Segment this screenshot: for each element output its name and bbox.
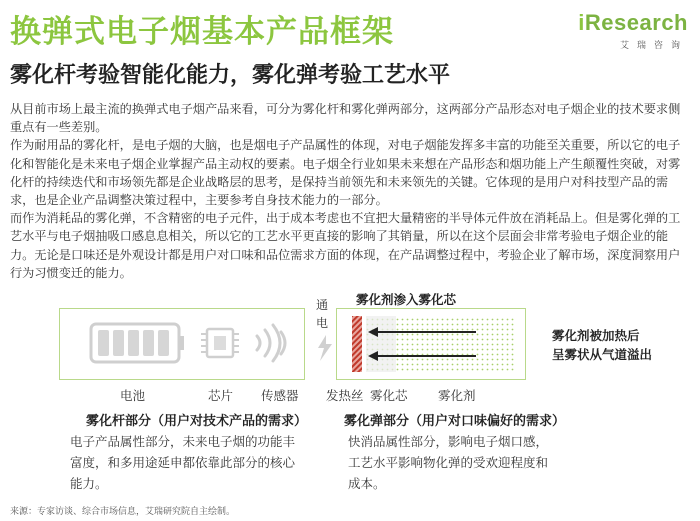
page-title: 换弹式电子烟基本产品框架	[10, 14, 394, 50]
page-subtitle: 雾化杆考验智能化能力，雾化弹考验工艺水平	[10, 63, 451, 88]
sensor-icon	[257, 325, 285, 361]
liquid-label: 雾化剂	[438, 388, 476, 403]
lightning-icon	[314, 334, 336, 362]
vapor-label-1: 雾化剂被加热后	[552, 328, 640, 343]
heater-wire-icon	[352, 316, 362, 372]
cartridge-section-desc: 快消品属性部分，影响电子烟口感， 工艺水平影响物化弹的受欢迎程度和 成本。	[348, 434, 549, 491]
heater-label: 发热丝	[326, 388, 364, 403]
sensor-label: 传感器	[261, 388, 299, 403]
cartridge-diagram	[336, 308, 526, 380]
rod-section-title: 雾化杆部分（用户对技术产品的需求）	[86, 414, 308, 429]
paragraph-rod: 作为耐用品的雾化杆，是电子烟的大脑，也是烟电子产品属性的体现，对电子烟能发挥多丰富的功能至关重要，所以它的电子化和智能化是未来电子烟企业掌握产品主动权的要素。电子烟全行业如果未来想在产品形态和烟功能上产生颠覆性突破，对雾化杆的持续迭代和市场领先都是企业战略层的思考，是保持当前领先和未来领先的关键。它体现的是用户对科技型产品的需求，也是企业产品调整决策过程中，主要参考自身技术能力的一部分。	[10, 138, 681, 208]
chip-icon	[201, 329, 239, 357]
paragraph-cartridge: 而作为消耗品的雾化弹，不含精密的电子元件，出于成本考虑也不宜把大量精密的半导体元件放在消耗品上。但是雾化弹的工艺水平与电子烟抽吸口感息息相关，所以它的工艺水平更直接的影响了其销量，所以在这个层面会非常考验电子烟企业的能力。无论是口味还是外观设计都是用户对口味和品位需求方面的体现，在产品调整过程中，考验企业了解市场，深度洞察用户行为习惯变迁的能力。	[10, 211, 681, 280]
logo-subtext: 艾瑞咨询	[619, 41, 688, 51]
wick-core	[366, 316, 396, 372]
atomizer-rod-icons	[59, 308, 305, 380]
core-label: 雾化芯	[370, 388, 408, 403]
power-label: 通电	[316, 298, 329, 330]
source-note: 来源：专家访谈、综合市场信息，艾瑞研究院自主绘制。	[10, 507, 236, 517]
vapor-label-2: 呈雾状从气道溢出	[552, 347, 653, 362]
rod-section-desc: 电子产品属性部分，未来电子烟的功能丰 富度，和多用途延申都依靠此部分的核心 能力。	[70, 434, 296, 491]
battery-icon	[91, 324, 184, 362]
iresearch-logo	[578, 10, 688, 51]
chip-label: 芯片	[208, 388, 234, 403]
cartridge-section-title: 雾化弹部分（用户对口味偏好的需求）	[344, 414, 566, 429]
body-text	[10, 100, 692, 282]
logo-wordmark: iResearch	[578, 10, 688, 35]
battery-label: 电池	[120, 388, 146, 403]
paragraph-intro: 从目前市场上最主流的换弹式电子烟产品来看，可分为雾化杆和雾化弹两部分，这两部分产品形态对电子烟企业的技术要求侧重点有一些差别。	[10, 102, 681, 135]
liquid-infuse-label: 雾化剂渗入雾化芯	[356, 292, 457, 307]
